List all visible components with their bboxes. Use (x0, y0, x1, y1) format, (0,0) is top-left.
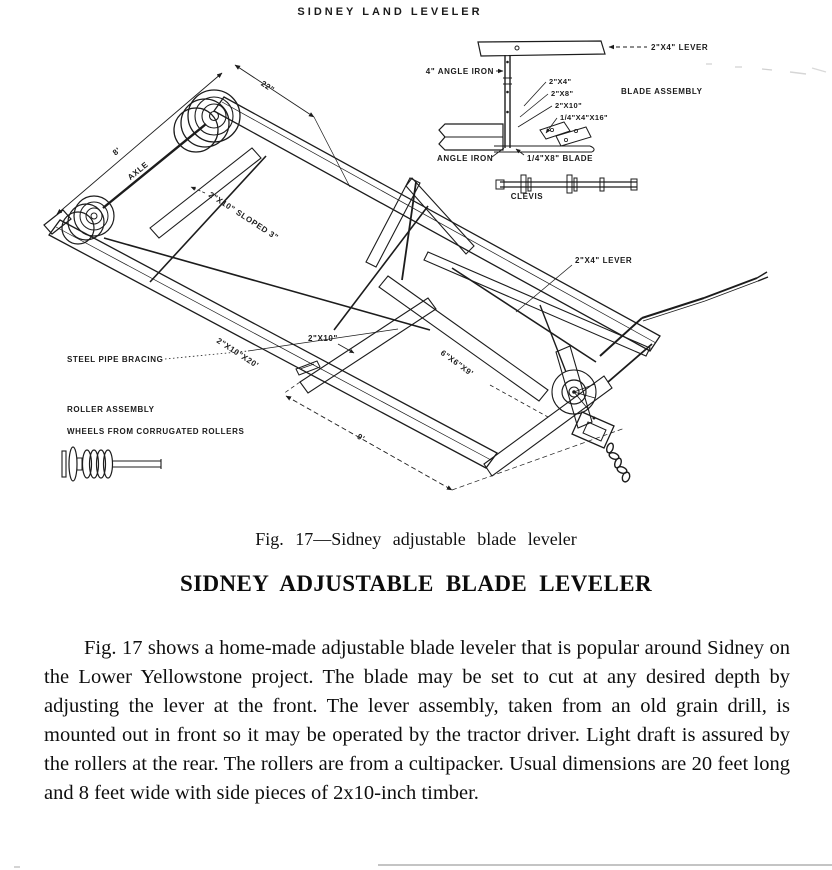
label-2x8: 2"X8" (551, 89, 574, 98)
bolt (506, 111, 509, 114)
scan-artifacts (706, 64, 826, 74)
lever-handle (642, 298, 704, 318)
dim-9ft-line (286, 396, 452, 490)
dim-22: 22" (259, 79, 277, 95)
dim-8ft: 8' (110, 145, 123, 158)
main-frame-drawing (44, 90, 768, 483)
label-blade: 1/4"X8" BLADE (527, 154, 594, 163)
rear-rollers (62, 90, 240, 244)
clevis-detail (496, 175, 637, 201)
label-clevis: CLEVIS (510, 192, 544, 201)
label-plate: 1/4"X4"X16" (560, 113, 609, 122)
handle-grip (757, 272, 767, 278)
corrugated-ring (83, 450, 92, 478)
blade-assembly-detail (426, 41, 709, 163)
label-2x4: 2"X4" (549, 77, 572, 86)
clamp-plate (540, 122, 570, 139)
label-sloped-2x10: 2"X10" SLOPED 3" (206, 190, 281, 243)
label-blade-assembly: BLADE ASSEMBLY (621, 87, 703, 96)
scan-line-artifact (378, 864, 832, 866)
label-steel-pipe-bracing: STEEL PIPE BRACING (67, 355, 164, 364)
label-angle-iron-4: 4" ANGLE IRON (425, 67, 494, 76)
figure-title: SIDNEY LAND LEVELER (297, 6, 483, 18)
body-paragraph: Fig. 17 shows a home-made adjustable blade leveler that is popular around Sidney on the Lower Yellowstone project. The blade may be set to cut at any desired depth by adjusting the lever at the front. The lever assembly, taken from an old grain drill, is mounted out in front so it may be operated by the tractor driver. Light draft is assured by the rollers at the rear. The rollers are from a cultipacker. Usual dimensions are 20 feet long and 8 feet wide with side pieces of 2x10-inch timber. (44, 636, 790, 804)
bolt (506, 91, 509, 94)
front-cross-board (484, 376, 612, 476)
roller-assembly-detail (62, 447, 161, 481)
section-heading: SIDNEY ADJUSTABLE BLADE LEVELER (180, 571, 652, 596)
a-frame-board (366, 178, 420, 267)
center-beam (379, 276, 548, 401)
roller (188, 90, 240, 142)
label-beam-6x6: 6"X6"X9' (438, 348, 476, 379)
bolt (550, 128, 553, 131)
dim-8ft-line (57, 73, 222, 214)
bolt (506, 61, 509, 64)
label-lever-detail: 2"X4" LEVER (651, 43, 709, 52)
label-lever-main: 2"X4" LEVER (575, 256, 633, 265)
label-2x10-detail: 2"X10" (555, 101, 583, 110)
label-roller-assembly: ROLLER ASSEMBLY (67, 405, 155, 414)
lever-mechanism (540, 272, 768, 483)
bolt (564, 138, 567, 141)
label-size-2x10: 2"X10" (308, 334, 338, 343)
label-rail-2x10x20: 2"X10"X20' (214, 336, 261, 371)
scan-dot-artifact (14, 866, 20, 868)
label-wheels: WHEELS FROM CORRUGATED ROLLERS (67, 427, 245, 436)
dim-9ft: 9' (355, 431, 367, 444)
sloped-cross-board (150, 148, 261, 238)
label-angle-iron: ANGLE IRON (437, 154, 494, 163)
chain (605, 442, 614, 453)
label-axle: AXLE (125, 159, 151, 182)
clamp-plate (556, 127, 591, 146)
bolt (515, 46, 519, 50)
lever-board (478, 41, 605, 56)
figure-caption: Fig. 17—Sidney adjustable blade leveler (255, 529, 577, 549)
axle-shaft (103, 124, 206, 208)
